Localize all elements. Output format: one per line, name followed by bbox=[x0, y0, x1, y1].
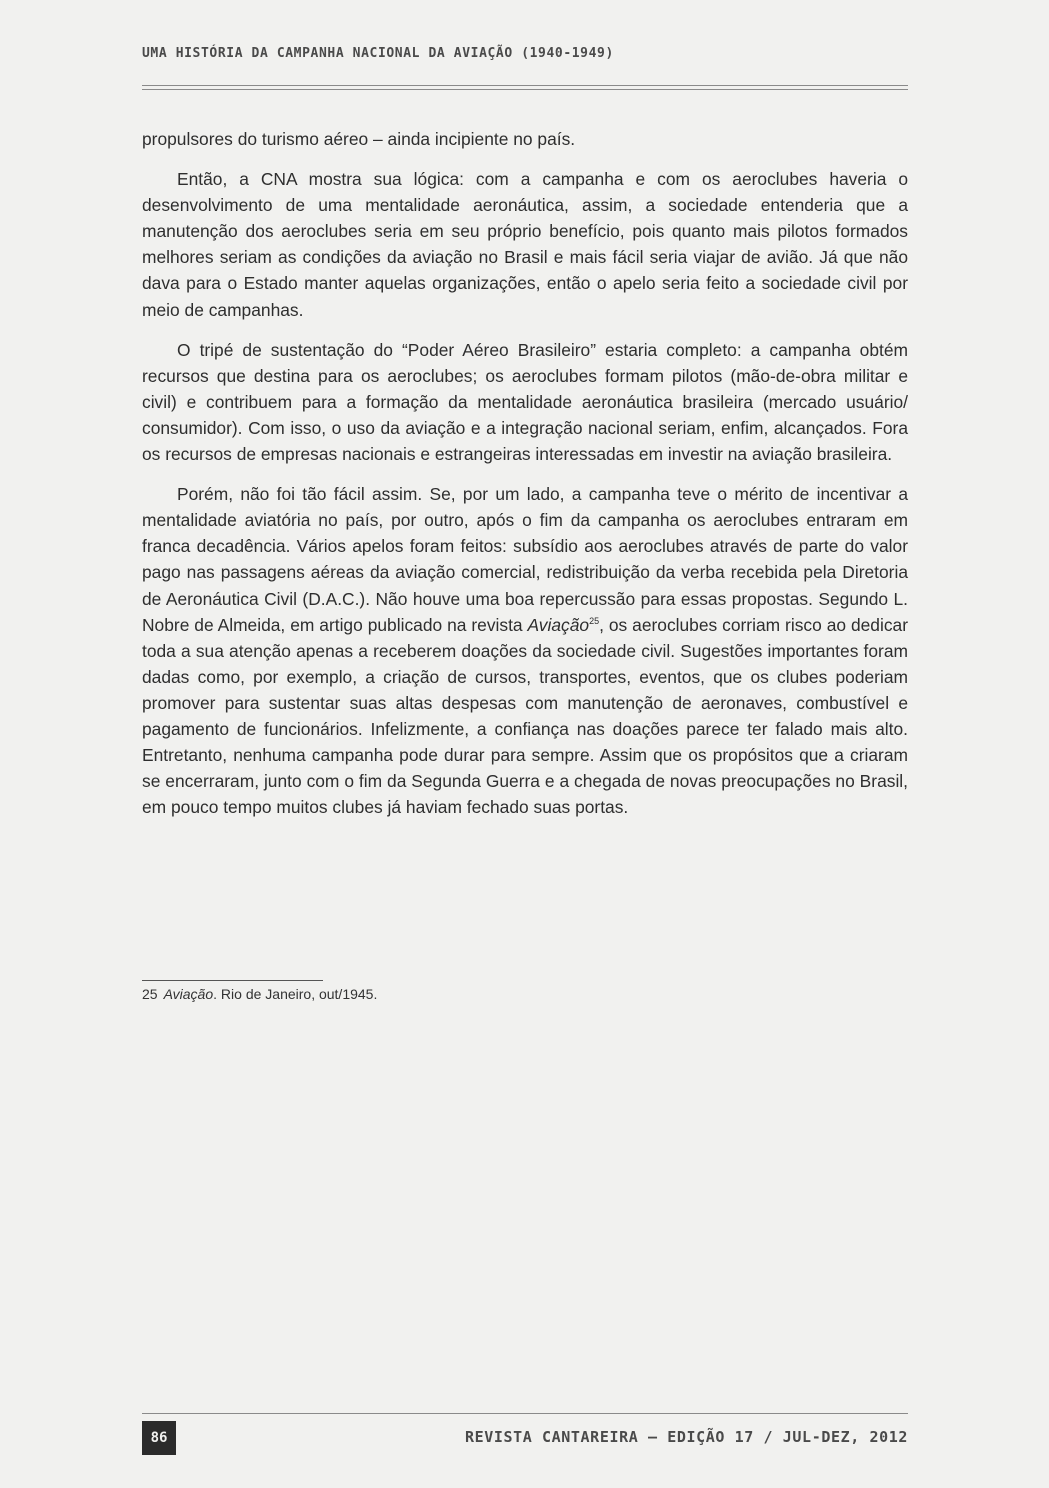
footnote-number: 25 bbox=[142, 986, 158, 1002]
footnote-reference: 25 bbox=[589, 615, 600, 626]
journal-title: Aviação bbox=[527, 614, 590, 635]
footnote bbox=[142, 985, 377, 1003]
paragraph-4-part-a: Porém, não foi tão fácil assim. Se, por um lado, a campanha teve o mérito de incentivar a mentalidade aviatória no país, por outro, após o fim da campanha os aeroclubes entraram em franca decadência. Vários apelos foram feitos: subsídio aos aeroclubes através de parte do valor pago nas passagens aéreas da aviação comercial, redistribuição da verba recebida pela Diretoria de Aeronáutica Civil (D.A.C.). Não houve uma boa repercussão para essas propostas. Segundo L. Nobre de Almeida, em artigo publicado na revista bbox=[142, 484, 908, 635]
header-rule-top bbox=[142, 85, 908, 86]
paragraph-4-part-b: , os aeroclubes corriam risco ao dedicar toda a sua atenção apenas a receberem doações da sociedade civil. Sugestões importantes foram dadas como, por exemplo, a criação de cursos, transportes, eventos, que os clubes poderiam promover para sustentar suas altas despesas com manutenção de aeronaves, combustível e pagamento de funcionários. Infelizmente, a confiança nas doações parece ter falado mais alto. Entretanto, nenhuma campanha pode durar para sempre. Assim que os propósitos que a criaram se encerraram, junto com o fim da Segunda Guerra e a chegada de novas preocupações no Brasil, em pouco tempo muitos clubes já haviam fechado suas portas. bbox=[142, 614, 908, 818]
footer-rule bbox=[142, 1413, 908, 1414]
footnote-title: Aviação bbox=[163, 986, 214, 1002]
page-number: 86 bbox=[142, 1421, 176, 1455]
header-rule-bottom bbox=[142, 89, 908, 90]
footnote-rule bbox=[142, 980, 323, 981]
paragraph-3: O tripé de sustentação do “Poder Aéreo Brasileiro” estaria completo: a campanha obtém recursos que destina para os aeroclubes; os aeroclubes formam pilotos (mão-de-obra militar e civil) e contribuem para a formação da mentalidade aeronáutica brasileira (mercado usuário/ consumidor). Com isso, o uso da aviação e a integração nacional seriam, enfim, alcançados. Fora os recursos de empresas nacionais e estrangeiras interessadas em investir na aviação brasileira. bbox=[142, 339, 908, 465]
running-header: UMA HISTÓRIA DA CAMPANHA NACIONAL DA AVIAÇÃO (1940-1949) bbox=[142, 46, 614, 61]
paragraph-4 bbox=[142, 481, 908, 820]
paragraph-1: propulsores do turismo aéreo – ainda incipiente no país. bbox=[142, 129, 576, 149]
article-body bbox=[142, 126, 908, 834]
running-footer: REVISTA CANTAREIRA – EDIÇÃO 17 / JUL-DEZ, 2012 bbox=[464, 1428, 908, 1446]
paragraph-2: Então, a CNA mostra sua lógica: com a campanha e com os aeroclubes haveria o desenvolvimento de uma mentalidade aeronáutica, assim, a sociedade entenderia que a manutenção dos aeroclubes seria em seu próprio benefício, pois quanto mais pilotos formados melhores seriam as condições da aviação no Brasil e mais fácil seria viajar de avião. Já que não dava para o Estado manter aquelas organizações, então o apelo seria feito a sociedade civil por meio de campanhas. bbox=[142, 169, 908, 320]
footnote-text: . Rio de Janeiro, out/1945. bbox=[213, 986, 378, 1002]
